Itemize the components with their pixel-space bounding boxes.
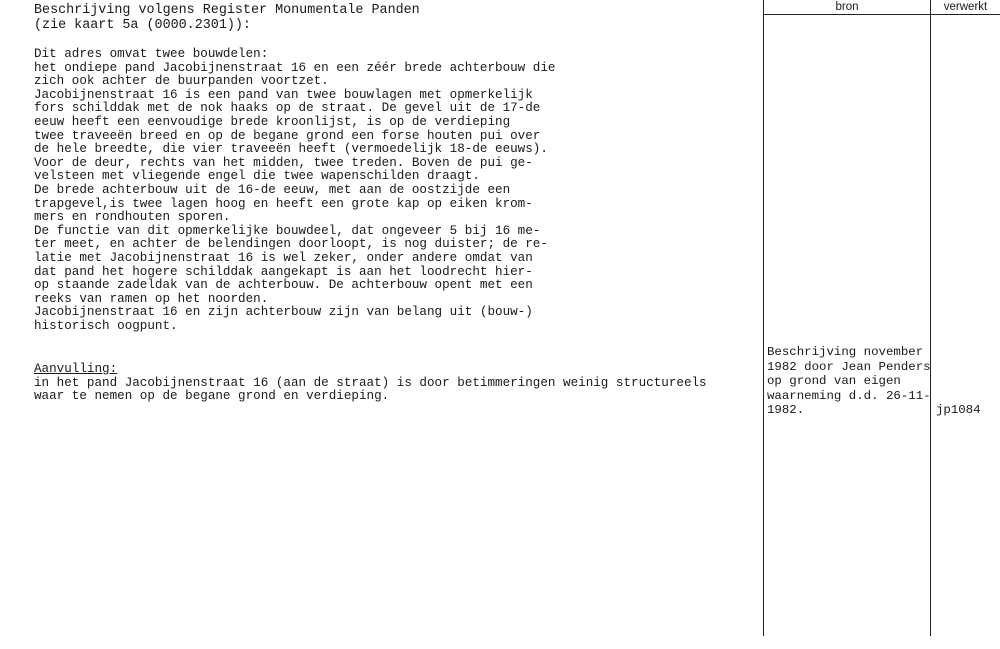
- bron-column-header: bron: [835, 1, 859, 13]
- description-text: Dit adres omvat twee bouwdelen: het ondiepe pand Jacobijnenstraat 16 en een zéér brede achterbouw die zich ook achter de buurpanden voortzet. Jacobijnenstraat 16 is een pand van twee bouwlagen met opmerkelijk fors schilddak met de nok haaks op de straat. De gevel uit de 17-de eeuw heeft een eenvoudige brede kroonlijst, is op de verdieping twee traveeën breed en op de begane grond een forse houten pui over de hele breedte, die vier traveeën heeft (vermoedelijk 18-de eeuws). Voor de deur, rechts van het midden, twee treden. Boven de pui ge- velsteen met vliegende engel die twee wapenschilden draagt. De brede achterbouw uit de 16-de eeuw, met aan de oostzijde een trapgevel,is twee lagen hoog en heeft een grote kap op eiken krom- mers en rondhouten sporen. De functie van dit opmerkelijke bouwdeel, dat ongeveer 5 bij 16 me- ter meet, en achter de belendingen doorloopt, is nog duister; de re- latie met Jacobijnenstraat 16 is wel zeker, onder andere omdat van dat pand het hogere schilddak aangekapt is aan het loodrecht hier- op staande zadeldak van de achterbouw. De achterbouw opent met een reeks van ramen op het noorden. Jacobijnenstraat 16 en zijn achterbouw zijn van belang uit (bouw-) historisch oogpunt.: [34, 47, 556, 333]
- bron-entry: Beschrijving november 1982 door Jean Penders op grond van eigen waarneming d.d. 26-11- 1982.: [767, 345, 931, 418]
- verwerkt-column-header: verwerkt: [943, 1, 988, 13]
- bron-column-left-border: [763, 0, 764, 636]
- addendum-heading: Aanvulling:: [34, 362, 118, 376]
- verwerkt-entry: jp1084: [936, 403, 981, 417]
- verwerkt-column-left-border: [930, 0, 931, 636]
- column-header-divider: [763, 14, 1000, 15]
- page-heading: Beschrijving volgens Register Monumentale Panden (zie kaart 5a (0000.2301)):: [34, 3, 420, 33]
- addendum-text: in het pand Jacobijnenstraat 16 (aan de straat) is door betimmeringen weinig structureels waar te nemen op de begane grond en verdieping.: [34, 375, 707, 404]
- addendum-section: [34, 363, 707, 404]
